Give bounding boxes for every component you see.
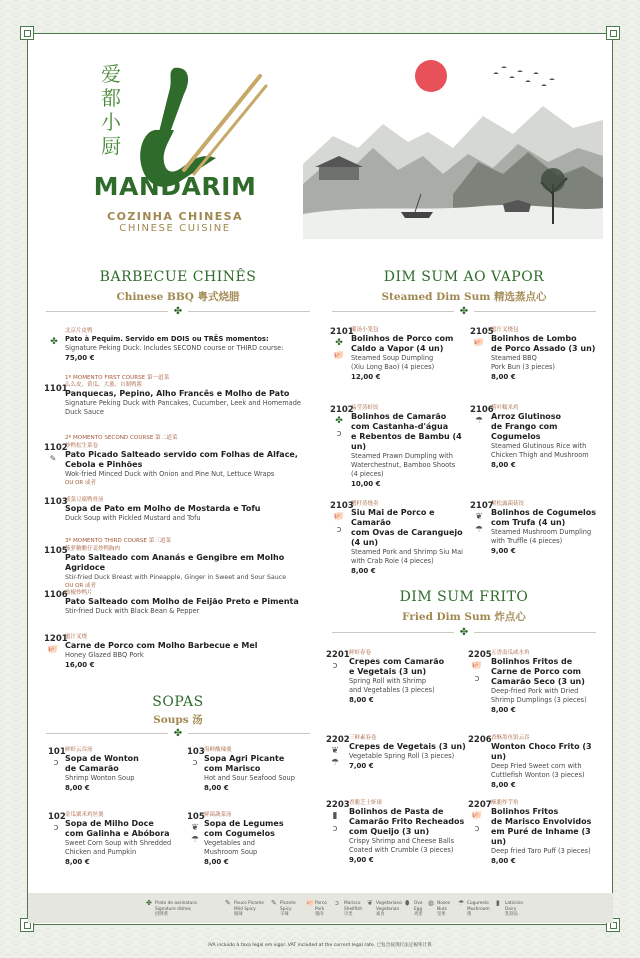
ornament-icon: ✤ (459, 627, 469, 638)
menu-item-2206: 2206 香酥墨鱼馅云吞 Wonton Choco Frito (3 un) Deep Fried Sweet corn with Cuttlefish Wonton (3 pieces) 8,00 € (468, 735, 592, 789)
allergen-legend (28, 893, 613, 923)
menu-item-1102: 1102 ✎ 炒鸭松生菜卷 Pato Picado Salteado servido com Folhas de Alface, Cebola e Pinhões Wok-fried Minced Duck with Onion and Pine Nut, Lettuce Wraps OU OR 或者 (44, 443, 298, 486)
legend-mild-spicy: ✎ Pouco Picante Mild Spicy 微辣 (225, 899, 264, 917)
mushroom-icon: ☂ (330, 758, 340, 768)
menu-item-1105: 1105 菠萝糖醋仔姜炒鸭胸肉 Pato Salteado com Ananás e Gengibre em Molho Agridoce Stir-fried Duck Breast with Pineapple, Ginger in Sweet and Sour Sauce OU OR 或者 (44, 546, 287, 589)
steamed-dimsum-subtitle: Steamed Dim Sum 精选蒸点心 (381, 291, 547, 303)
menu-item-2205: 2205 🐖 ↄ 五香南瓜咸水角 Bolinhos Fritos de Carne de Porco com Camarão Seco (3 un) Deep-fried Pork with Dried Shrimp Dumplings (3 pieces) 8,00 € (468, 650, 587, 714)
shellfish-icon: ↄ (332, 824, 338, 834)
section-divider (332, 628, 596, 638)
legend-spicy: ✎ Picante Spicy 辛辣 (271, 899, 296, 917)
menu-item-105: 105 ❦ ☂ 鲜菌蔬菜汤 Sopa de Legumes com Cogumelos Vegetables and Mushroom Soup 8,00 € (187, 812, 284, 866)
fried-dimsum-title: DIM SUM FRITO (399, 589, 529, 605)
menu-item-101: 101 ↄ 鲜虾云吞汤 Sopa de Wonton de Camarão Shrimp Wonton Soup 8,00 € (48, 747, 139, 792)
mushroom-icon: ☂ (190, 835, 200, 845)
shellfish-icon: ↄ (336, 429, 342, 439)
signature-icon: ✤ (335, 416, 343, 426)
soups-title: SOPAS (152, 694, 204, 710)
ornament-icon: ✤ (173, 728, 183, 739)
menu-item-1106: 1106 豉椒炒鸭片 Pato Salteado com Molho de Feijão Preto e Pimenta Stir-fried Duck with Black Bean & Pepper (44, 590, 299, 615)
pork-icon: 🐖 (306, 899, 315, 907)
spicy-icon: ✎ (271, 899, 277, 907)
second-course-label: 2º MOMENTO SECOND COURSE 第二道菜 (65, 435, 178, 441)
menu-item-103: 103 ↄ 海鲜酸辣羹 Sopa Agri Picante com Marisco Hot and Sour Seafood Soup 8,00 € (187, 747, 295, 792)
vegetarian-icon: ❦ (367, 899, 373, 907)
mushroom-icon: ☂ (458, 899, 465, 907)
fried-dimsum-subtitle: Fried Dim Sum 炸点心 (402, 611, 526, 623)
pork-icon: 🐖 (333, 512, 345, 522)
menu-item-2101: 2101 ✤ 🐖 灌汤小笼包 Bolinhos de Porco com Caldo a Vapor (4 un) Steamed Soup Dumpling (Xiu Long Bao) (4 pieces) 12,00 € (330, 327, 454, 381)
menu-item-2103: 2103 🐖 ↄ 蟹籽蒸烧卖 Siu Mai de Porco e Camarão com Ovas de Caranguejo (4 un) Steamed Pork and Shrimp Siu Mai with Crab Roie (4 pieces) 8,00 € (330, 501, 463, 575)
ornament-icon: ✤ (459, 306, 469, 317)
corner-ornament (606, 26, 620, 40)
third-course-label: 3º MOMENTO THIRD COURSE 第三道菜 (65, 538, 172, 544)
first-course-label: 1º MOMENTO FIRST COURSE 第一道菜 (65, 375, 170, 381)
dairy-icon: ▮ (496, 899, 500, 907)
shellfish-icon: ↄ (336, 525, 342, 535)
menu-item-2201: 2201 ↄ 鲜虾春卷 Crepes com Camarão e Vegetais (3 un) Spring Roll with Shrimp and Vegetables (3 pieces) 8,00 € (326, 650, 445, 704)
shellfish-icon: ↄ (335, 899, 339, 907)
menu-item-1103: 1103 咸菜豆腐鸭骨汤 Sopa de Pato em Molho de Mostarda e Tofu Duck Soup with Pickled Mustard and Tofu (44, 497, 261, 522)
soups-subtitle: Soups 汤 (153, 714, 203, 726)
vegetarian-icon: ❦ (475, 512, 483, 522)
section-divider (46, 307, 310, 317)
menu-item-peking-duck: ✤ 北京片皮鸭 Pato à Pequim. Servido em DOIS ou TRÊS momentos: Signature Peking Duck. Includes SECOND course or THIRD course: 75,00 € (48, 328, 308, 362)
pork-icon: 🐖 (471, 811, 483, 821)
shellfish-icon: ↄ (474, 674, 480, 684)
pork-icon: 🐖 (333, 351, 345, 361)
egg-icon: ⬮ (405, 899, 410, 907)
section-divider (332, 307, 596, 317)
menu-item-2106: 2106 ☂ 荷叶糯米鸡 Arroz Glutinoso de Frango com Cogumelos Steamed Glutinous Rice with Chicken Thigh and Mushroom 8,00 € (470, 405, 589, 469)
signature-icon: ✤ (146, 899, 152, 907)
landscape-painting (303, 44, 603, 239)
corner-ornament (20, 26, 34, 40)
brand-name: MANDARIM (93, 172, 257, 201)
menu-item-2105: 2105 🐖 蜜汁叉烧包 Bolinhos de Lombo de Porco Assado (3 un) Steamed BBQ Pork Bun (3 pieces) 8,00 € (470, 327, 596, 381)
ornament-icon: ✤ (173, 306, 183, 317)
menu-item-1101: 1101 么么皮、黄瓜、大葱、自制鸭酱 Panquecas, Pepino, Alho Francês e Molho de Pato Signature Peking Duck with Pancakes, Cucumber, Leek and Homemade Duck Sauce (44, 382, 301, 416)
tagline-en: CHINESE CUISINE (119, 223, 231, 234)
menu-item-2207: 2207 🐖 ↄ 酥脆炸芋角 Bolinhos Fritos de Marisco Envolvidos em Puré de Inhame (3 un) Deep fried Taro Puff (3 pieces) 8,00 € (468, 800, 592, 865)
legend-shellfish: ↄ Marisco Shellfish 贝类 (335, 899, 363, 917)
pork-icon: 🐖 (47, 645, 59, 655)
spicy-low-icon: ✎ (225, 899, 231, 907)
nuts-icon: ◍ (428, 899, 435, 907)
legend-vegetarian: ❦ Vegetariano Vegetarian 素食 (367, 899, 402, 917)
vegetarian-icon: ❦ (331, 746, 339, 756)
legend-signature: ✤ Prato de assinatura Signature dishes 招牌菜 (146, 899, 197, 917)
menu-item-2107: 2107 ❦ ☂ 黑松露菌菇饺 Bolinhos de Cogumelos com Trufa (4 un) Steamed Mushroom Dumpling with Truffle (4 pieces) 9,00 € (470, 501, 596, 555)
shellfish-icon: ↄ (53, 823, 59, 833)
shellfish-icon: ↄ (332, 661, 338, 671)
pork-icon: 🐖 (473, 338, 485, 348)
dairy-icon: ▮ (332, 811, 338, 821)
shellfish-icon: ↄ (53, 758, 59, 768)
legend-pork: 🐖 Porco Pork 猪肉 (306, 899, 327, 917)
menu-item-2203: 2203 ▮ ↄ 香脆芝士虾球 Bolinhos de Pasta de Camarão Frito Recheados com Queijo (3 un) Crispy Shrimp and Cheese Balls Coated with Crumble (3 pieces) 9,00 € (326, 800, 465, 864)
signature-icon: ✤ (335, 338, 343, 348)
spicy-low-icon: ✎ (49, 454, 57, 463)
menu-item-2102: 2102 ✤ ↄ 晶莹蒸虾饺 Bolinhos de Camarão com Castanha-d'água e Rebentos de Bambu (4 un) Steamed Prawn Dumpling with Waterchestnut, Bamboo Shoots (4 pieces) 10,00 € (330, 405, 462, 488)
legend-nuts: ◍ Nozes Nuts 坚果 (428, 899, 450, 917)
tagline-pt: COZINHA CHINESA (107, 210, 243, 223)
brand-chinese-name: 爱都小厨 (101, 62, 121, 158)
mushroom-icon: ☂ (474, 416, 484, 426)
steamed-dimsum-title: DIM SUM AO VAPOR (383, 269, 545, 285)
vegetarian-icon: ❦ (191, 823, 199, 833)
bbq-subtitle: Chinese BBQ 粤式烧腊 (116, 291, 240, 303)
section-divider (46, 729, 310, 739)
vat-footnote: IVA incluído à taxa legal em vigor. VAT included at the current legal rate. 已包含按现行法定税率计算 (208, 943, 432, 948)
mushroom-icon: ☂ (474, 525, 484, 535)
legend-dairy: ▮ Laticínio Dairy 乳制品 (496, 899, 524, 917)
signature-icon: ✤ (50, 337, 58, 347)
pork-icon: 🐖 (471, 661, 483, 671)
shellfish-icon: ↄ (192, 758, 198, 768)
menu-item-2202: 2202 ❦ ☂ 三鲜素春卷 Crepes de Vegetais (3 un) Vegetable Spring Roll (3 pieces) 7,00 € (326, 735, 466, 770)
bbq-title: BARBECUE CHINÊS (99, 269, 257, 285)
legend-egg: ⬮ Ovo Egg 鸡蛋 (405, 899, 423, 917)
legend-mushroom: ☂ Cogumelo Mushroom 菌 (458, 899, 490, 917)
menu-item-102: 102 ↄ 金瓜粟米鸡丝羹 Sopa de Milho Doce com Galinha e Abóbora Sweet Corn Soup with Shredded Chicken and Pumpkin 8,00 € (48, 812, 172, 866)
shellfish-icon: ↄ (474, 824, 480, 834)
menu-item-1201: 1201 🐖 蜜汁叉烧 Carne de Porco com Molho Barbecue e Mel Honey Glazed BBQ Pork 16,00 € (44, 634, 258, 669)
